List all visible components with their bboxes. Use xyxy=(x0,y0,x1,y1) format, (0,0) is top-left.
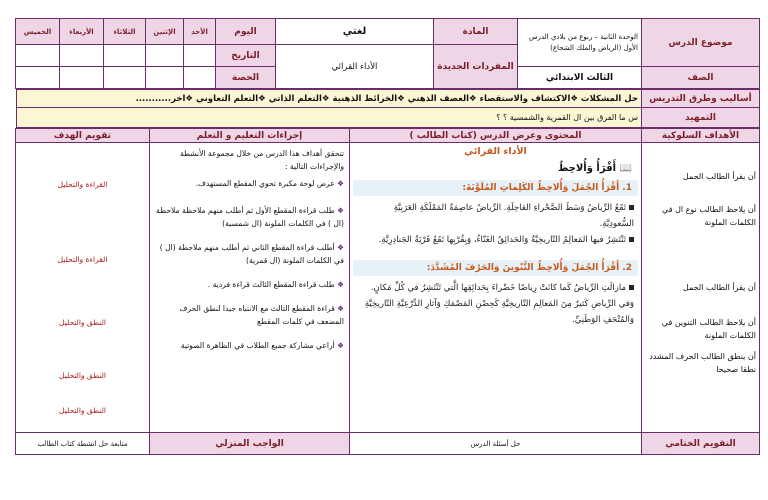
procedure-text: أطلب قراءة المقطع الثاني ثم أطلب منهم ملاحظة (ال ) في الكلمات الملونة (ال قمرية) xyxy=(159,243,344,265)
grade-value: الثالث الابتدائي xyxy=(518,67,642,89)
day-cell xyxy=(60,45,104,67)
procedure-text: عرض لوحة مكبرة تحوي المقطع المستهدف. xyxy=(195,179,335,188)
section1-title: 1. أَقْرَأُ الجُمَلَ وَأُلاحِظُ الكَلِماتِ المُلَوَّنَةَ: xyxy=(353,180,638,196)
read-observe-text: أَقْرَأُ وَأُلاحِظُ xyxy=(557,163,617,174)
diamond-bullet-icon: ❖ xyxy=(334,179,344,188)
diamond-bullet-icon: ❖ xyxy=(334,304,344,313)
day-sunday: الأحد xyxy=(184,19,216,45)
evaluation-item: النطق والتحليل xyxy=(59,406,106,415)
methods-table xyxy=(16,89,760,128)
main-table xyxy=(15,128,760,455)
day-cell xyxy=(16,67,60,89)
goals-header: الأهداف السلوكية xyxy=(642,129,760,143)
square-bullet-icon xyxy=(629,285,634,290)
topic-label: موضوع الدرس xyxy=(642,19,760,67)
methods-text: حل المشكلات ❖الاكتشاف والاستقصاء ❖العصف الذهني ❖الخرائط الذهنية ❖التعلم الذاتي ❖التعلم التعاوني ❖اخر........... xyxy=(17,90,642,108)
homework-value: متابعة حل انشطة كتاب الطالب xyxy=(16,433,150,455)
section1-line2-text: تَنْتَشِرُ فيها المَعالِمُ التّاريخِيَّةُ وَالحَدائِقُ الغَنّاءُ، وَبِقُرْبِها تَقَعُ قَرْيَةُ الجَنادِرِيَّةِ. xyxy=(378,235,626,245)
day-cell xyxy=(104,45,146,67)
procedure-text: أراعي مشاركة جميع الطلاب في الظاهرة الصوتية xyxy=(180,341,335,350)
procedure-item xyxy=(155,339,344,352)
evaluation-header: تقويم الهدف xyxy=(16,129,150,143)
day-cell xyxy=(60,67,104,89)
book-content-cell xyxy=(350,143,642,433)
goal-item: أن يلاحظ الطالب نوع ال في الكلمات الملونة xyxy=(662,205,756,227)
content-header: المحتوى وعرض الدرس (كتاب الطالب ) xyxy=(350,129,642,143)
book-icon: 📖 xyxy=(619,163,632,174)
methods-label: أساليب وطرق التدريس xyxy=(642,90,760,108)
subject-label: المادة xyxy=(434,19,518,45)
lesson-plan-sheet xyxy=(16,18,760,480)
goal-item: أن يقرأ الطالب الجمل xyxy=(682,283,756,292)
evaluation-item: النطق والتحليل xyxy=(59,318,106,327)
subject-value: لغتي xyxy=(276,19,434,45)
procedure-item xyxy=(155,204,344,230)
day-cell xyxy=(104,67,146,89)
day-label: اليوم xyxy=(216,19,276,45)
goal-item: أن يقرأ الطالب الجمل xyxy=(682,172,756,181)
new-vocab-label: المفردات الجديدة xyxy=(434,45,518,89)
day-monday: الإثنين xyxy=(146,19,184,45)
procedures-cell xyxy=(150,143,350,433)
evaluation-item: النطق والتحليل xyxy=(59,371,106,380)
day-cell xyxy=(16,45,60,67)
diamond-bullet-icon: ❖ xyxy=(334,280,344,289)
procedure-item xyxy=(155,177,344,190)
goal-item: أن ينطق الطالب الحرف المشدد نطقا صحيحا xyxy=(649,352,756,374)
procedure-item xyxy=(155,241,344,267)
procedures-intro: تتحقق أهداف هذا الدرس من خلال مجموعة الأنشطة والإجراءات التالية : xyxy=(179,149,344,171)
procedures-header: إجراءات التعليم و التعلم xyxy=(150,129,350,143)
procedure-text: طلب قراءة المقطع الأول ثم أطلب منهم ملاحظة ملاحظة (ال ) في الكلمات الملونة (ال شمسية) xyxy=(156,206,344,228)
date-label: التاريخ xyxy=(216,45,276,67)
goals-cell xyxy=(642,143,760,433)
intro-label: التمهيد xyxy=(642,108,760,128)
grade-label: الصف xyxy=(642,67,760,89)
section1-line2 xyxy=(357,232,634,248)
day-wednesday: الأربعاء xyxy=(60,19,104,45)
day-tuesday: الثلاثاء xyxy=(104,19,146,45)
section2-line1 xyxy=(357,280,634,296)
final-eval-label: التقويم الختامي xyxy=(642,433,760,455)
read-observe-title xyxy=(353,163,632,174)
diamond-bullet-icon: ❖ xyxy=(334,243,344,252)
procedure-text: طلب قراءة المقطع الثالث قراءة فردية . xyxy=(207,280,335,289)
section2-line1-text: مازالَتِ الرِّياضُ كَما كانَتْ رِياضًا خَضْراءَ بِحَدائِقِها الَّتي تَنْتَشِرُ في كُلِّ مَكانٍ. xyxy=(370,283,626,293)
day-cell xyxy=(146,45,184,67)
procedure-item xyxy=(155,302,344,328)
new-vocab-value: الأداء القرائي xyxy=(276,45,434,89)
final-eval-value: حل أسئلة الدرس xyxy=(350,433,642,455)
square-bullet-icon xyxy=(629,237,634,242)
unit-text: الوحدة الثانية – ربوع من بلادي الدرس الأول (الرياض والملك الشجاع) xyxy=(518,19,642,67)
period-label: الحصة xyxy=(216,67,276,89)
evaluation-item: القراءة والتحليل xyxy=(57,180,108,189)
evaluation-cell xyxy=(16,143,150,433)
header-table xyxy=(15,18,760,89)
day-cell xyxy=(146,67,184,89)
section2-line2: وَفي الرِّياضِ كَثيرٌ مِنَ المَعالِمِ التّاريخِيَّةِ كَحِصْنِ المَصْمَكِ وَآثارِ الدِّرْعِيَّةِ التّاريخِيَّةِ وَالمُتْحَفِ الوَطَنِيِّ. xyxy=(364,299,634,325)
section1-line1-text: تَقَعُ الرِّياضُ وَسَطَ الصَّحْراءِ القاحِلَةِ. الرِّياضُ عاصِمَةُ المَمْلَكَةِ العَرَبِيَّةِ السُّعودِيَّةِ. xyxy=(393,203,634,229)
section2-title: 2. أَقْرَأُ الجُمَلَ وَأُلاحِظُ التَّنْوينَ وَالحَرْفَ المُشَدَّدَ: xyxy=(353,260,638,276)
intro-text: س ما الفرق بين ال القمرية والشمسية ؟ ؟ xyxy=(17,108,642,128)
book-heading: الأداء القرائي xyxy=(464,146,527,157)
evaluation-item: القراءة والتحليل xyxy=(57,255,108,264)
day-cell xyxy=(184,45,216,67)
square-bullet-icon xyxy=(629,205,634,210)
procedure-item xyxy=(155,278,344,291)
day-thursday: الخميس xyxy=(16,19,60,45)
diamond-bullet-icon: ❖ xyxy=(334,341,344,350)
homework-label: الواجب المنزلي xyxy=(150,433,350,455)
day-cell xyxy=(184,67,216,89)
section1-line1 xyxy=(357,200,634,232)
procedure-text: قراءة المقطع الثالث مع الانتباه جيدا لنطق الحرف المضعف في كلمات المقطع xyxy=(179,304,344,326)
goal-item: أن يلاحظ الطالب التنوين في الكلمات الملونة xyxy=(661,318,756,340)
diamond-bullet-icon: ❖ xyxy=(334,206,344,215)
